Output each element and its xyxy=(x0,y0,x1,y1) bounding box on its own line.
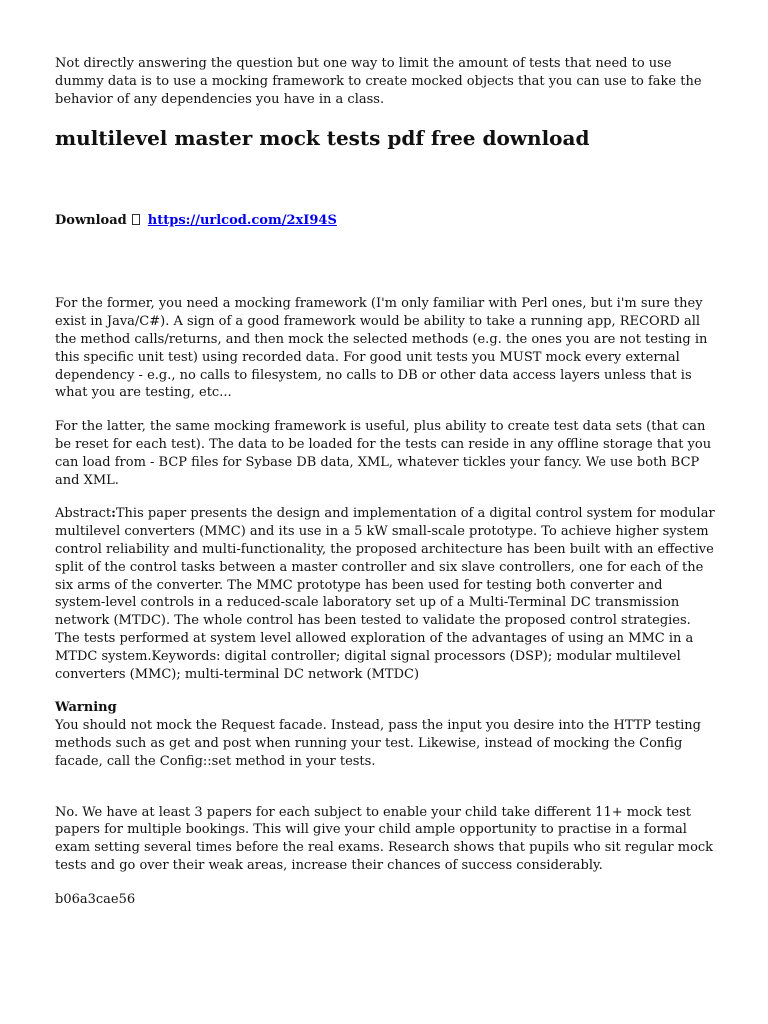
abstract-text: This paper presents the design and implementation of a digital control system for modular multilevel converters (MMC) and its use in a 5 kW small-scale prototype. To achieve higher system control reliability and multi-functionality, the proposed architecture has been built with an effective split of the control tasks between a master controller and six slave controllers, one for each of the six arms of the converter. The MMC prototype has been used for testing both converter and system-level controls in a reduced-scale laboratory set up of a Multi-Terminal DC transmission network (MTDC). The whole control has been tested to validate the proposed control strategies. The tests performed at system level allowed exploration of the advantages of using an MMC in a MTDC system.Keywords: digital controller; digital signal processors (DSP); modular multilevel converters (MMC); multi-terminal DC network (MTDC) xyxy=(55,506,715,682)
paragraph-mock-tests: No. We have at least 3 papers for each subject to enable your child take different 11+ mock test papers for multiple bookings. This will give your child ample opportunity to practise in a formal exam setting several times before the real exams. Research shows that pupils who sit regular mock tests and go over their weak areas, increase their chances of success considerably. xyxy=(55,804,714,873)
download-arrow-icon xyxy=(132,214,140,225)
download-link[interactable]: https://urlcod.com/2xI94S xyxy=(147,213,337,229)
abstract-colon: : xyxy=(111,506,116,522)
document-hash: b06a3cae56 xyxy=(55,891,136,907)
paragraph-former: For the former, you need a mocking framework (I'm only familiar with Perl ones, but i'm sure they exist in Java/C#). A sign of a good framework would be ability to take a running app, RECORD all the method calls/returns, and then mock the selected methods (e.g. the ones you are not testing in this specific unit test) using recorded data. For good unit tests you MUST mock every external dependency - e.g., no calls to filesystem, no calls to DB or other data access layers unless that is what you are testing, etc... xyxy=(55,296,708,401)
abstract-paragraph xyxy=(55,505,715,683)
document-page xyxy=(55,55,715,909)
warning-block xyxy=(55,699,715,770)
page-title: multilevel master mock tests pdf free download xyxy=(55,126,590,151)
download-label: Download xyxy=(55,213,127,229)
paragraph-latter: For the latter, the same mocking framework is useful, plus ability to create test data sets (that can be reset for each test). The data to be loaded for the tests can reside in any offline storage that you can load from - BCP files for Sybase DB data, XML, whatever tickles your fancy. We use both BCP and XML. xyxy=(55,419,712,488)
intro-paragraph: Not directly answering the question but one way to limit the amount of tests that need to use dummy data is to use a mocking framework to create mocked objects that you can use to fake the behavior of any dependencies you have in a class. xyxy=(55,56,702,107)
warning-text: You should not mock the Request facade. Instead, pass the input you desire into the HTTP testing methods such as get and post when running your test. Likewise, instead of mocking the Config facade, call the Config::set method in your tests. xyxy=(55,718,701,769)
download-line xyxy=(55,212,715,230)
abstract-label: Abstract xyxy=(55,506,112,522)
warning-title: Warning xyxy=(55,700,117,716)
